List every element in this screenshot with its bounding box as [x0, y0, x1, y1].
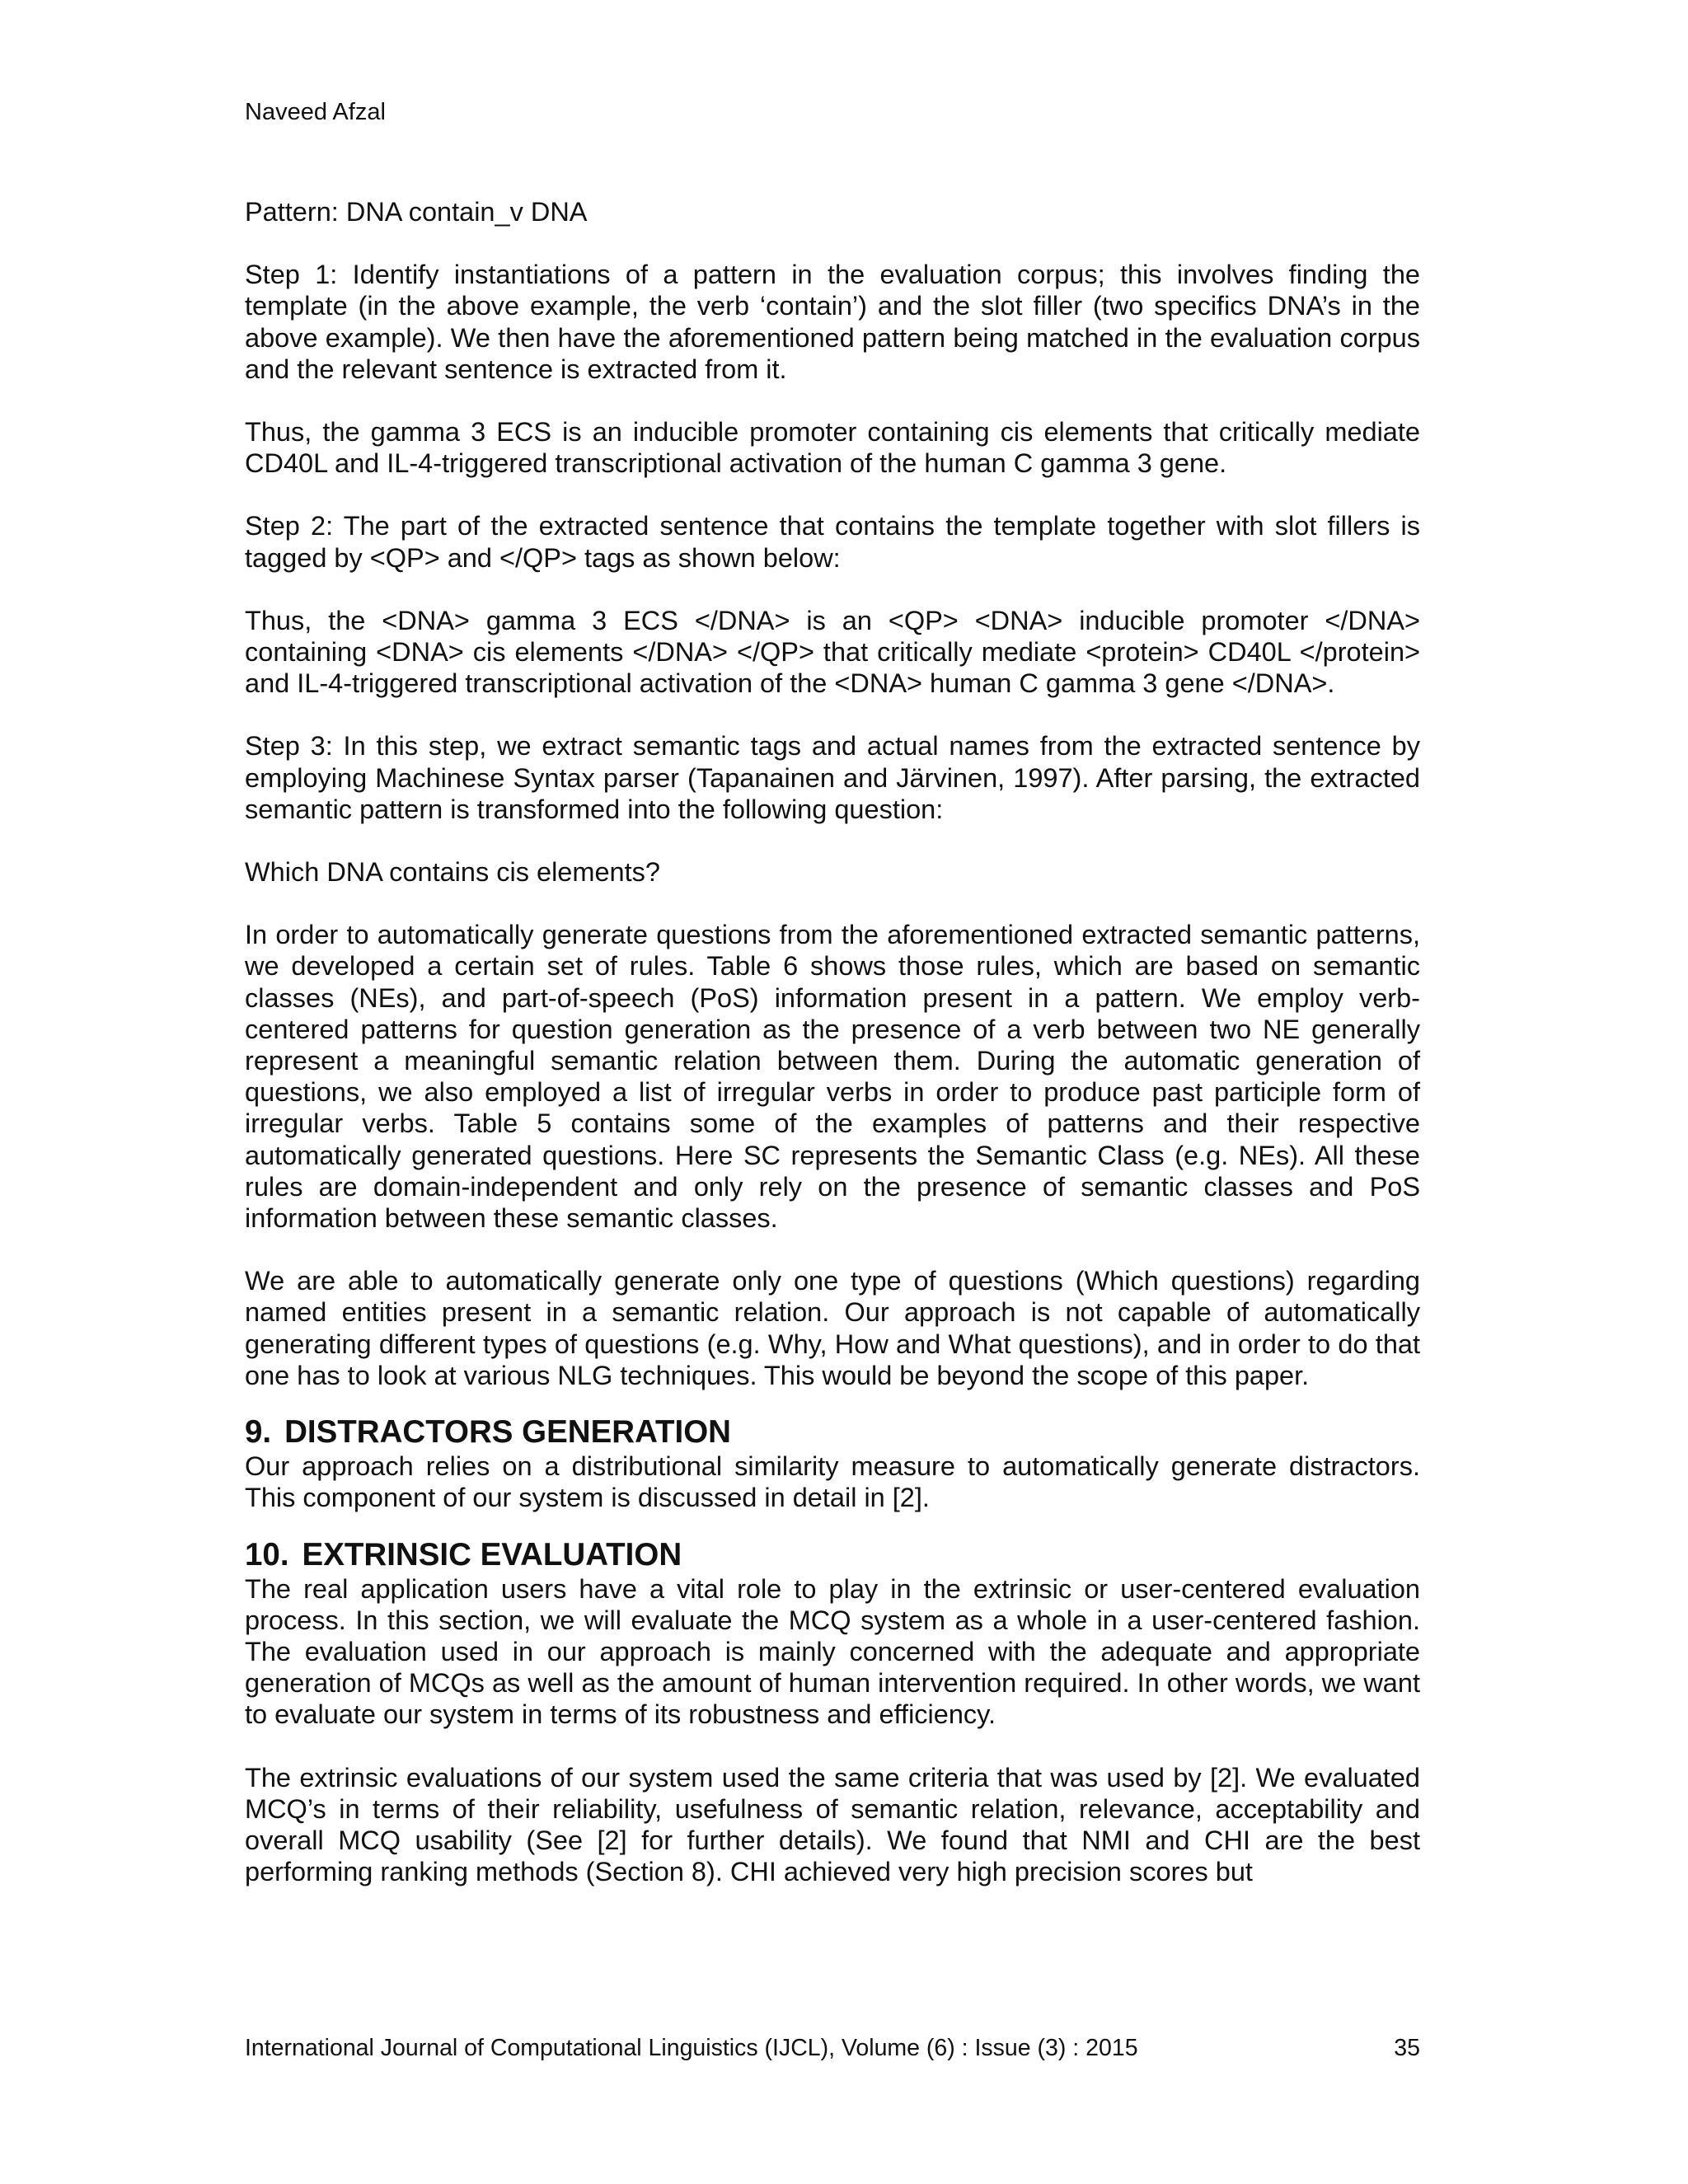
body-column	[245, 196, 1420, 1887]
step-1-paragraph: Step 1: Identify instantiations of a pattern in the evaluation corpus; this involves finding the template (in the above example, the verb ‘contain’) and the slot filler (two specifics DNA’s in the above example). We then have the aforementioned pattern being matched in the evaluation corpus and the relevant sentence is extracted from it.	[245, 260, 1420, 384]
example-sentence: Thus, the gamma 3 ECS is an inducible promoter containing cis elements that critically mediate CD40L and IL-4-triggered transcriptional activation of the human C gamma 3 gene.	[245, 417, 1420, 479]
rules-paragraph: In order to automatically generate questions from the aforementioned extracted semantic patterns, we developed a certain set of rules. Table 6 shows those rules, which are based on semantic classes (NEs), and part-of-speech (PoS) information present in a pattern. We employ verb-centered patterns for question generation as the presence of a verb between two NE generally represent a meaningful semantic relation between them. During the automatic generation of questions, we also employed a list of irregular verbs in order to produce past participle form of irregular verbs. Table 5 contains some of the examples of patterns and their respective automatically generated questions. Here SC represents the Semantic Class (e.g. NEs). All these rules are domain-independent and only rely on the presence of semantic classes and PoS information between these semantic classes.	[245, 920, 1420, 1234]
section-9-number: 9.	[245, 1414, 272, 1451]
limitations-paragraph: We are able to automatically generate only one type of questions (Which questions) regarding named entities present in a semantic relation. Our approach is not capable of automatically generating different types of questions (e.g. Why, How and What questions), and in order to do that one has to look at various NLG techniques. This would be beyond the scope of this paper.	[245, 1266, 1420, 1390]
running-head-author: Naveed Afzal	[245, 99, 386, 125]
section-10-paragraph-2: The extrinsic evaluations of our system used the same criteria that was used by [2]. We evaluated MCQ’s in terms of their reliability, usefulness of semantic relation, relevance, acceptability and overall MCQ usability (See [2] for further details). We found that NMI and CHI are the best performing ranking methods (Section 8). CHI achieved very high precision scores but	[245, 1762, 1420, 1887]
section-10-number: 10.	[245, 1536, 289, 1572]
tagged-sentence: Thus, the <DNA> gamma 3 ECS </DNA> is an <QP> <DNA> inducible promoter </DNA> containing <DNA> cis elements </DNA> </QP> that critically mediate <protein> CD40L </protein> and IL-4-triggered transcriptional activation of the <DNA> human C gamma 3 gene </DNA>.	[245, 605, 1420, 699]
section-10-paragraph-1: The real application users have a vital role to play in the extrinsic or user-centered evaluation process. In this section, we will evaluate the MCQ system as a whole in a user-centered fashion. The evaluation used in our approach is mainly concerned with the adequate and appropriate generation of MCQs as well as the amount of human intervention required. In other words, we want to evaluate our system in terms of its robustness and efficiency.	[245, 1573, 1420, 1730]
section-9-paragraph: Our approach relies on a distributional similarity measure to automatically generate distractors. This component of our system is discussed in detail in [2].	[245, 1451, 1420, 1513]
pattern-line: Pattern: DNA contain_v DNA	[245, 197, 588, 227]
page-number: 35	[1394, 2035, 1420, 2061]
section-9-heading	[245, 1414, 1420, 1451]
section-10-title: EXTRINSIC EVALUATION	[302, 1536, 682, 1572]
generated-question: Which DNA contains cis elements?	[245, 857, 660, 888]
section-10-heading	[245, 1537, 1420, 1573]
step-3-paragraph: Step 3: In this step, we extract semantic tags and actual names from the extracted sentence by employing Machinese Syntax parser (Tapanainen and Järvinen, 1997). After parsing, the extracted semantic pattern is transformed into the following question:	[245, 731, 1420, 824]
section-9-title: DISTRACTORS GENERATION	[284, 1414, 731, 1451]
step-2-paragraph: Step 2: The part of the extracted sentence that contains the template together with slot fillers is tagged by <QP> and </QP> tags as shown below:	[245, 511, 1420, 573]
footer-journal-citation: International Journal of Computational Linguistics (IJCL), Volume (6) : Issue (3) : 2015	[245, 2035, 1138, 2061]
